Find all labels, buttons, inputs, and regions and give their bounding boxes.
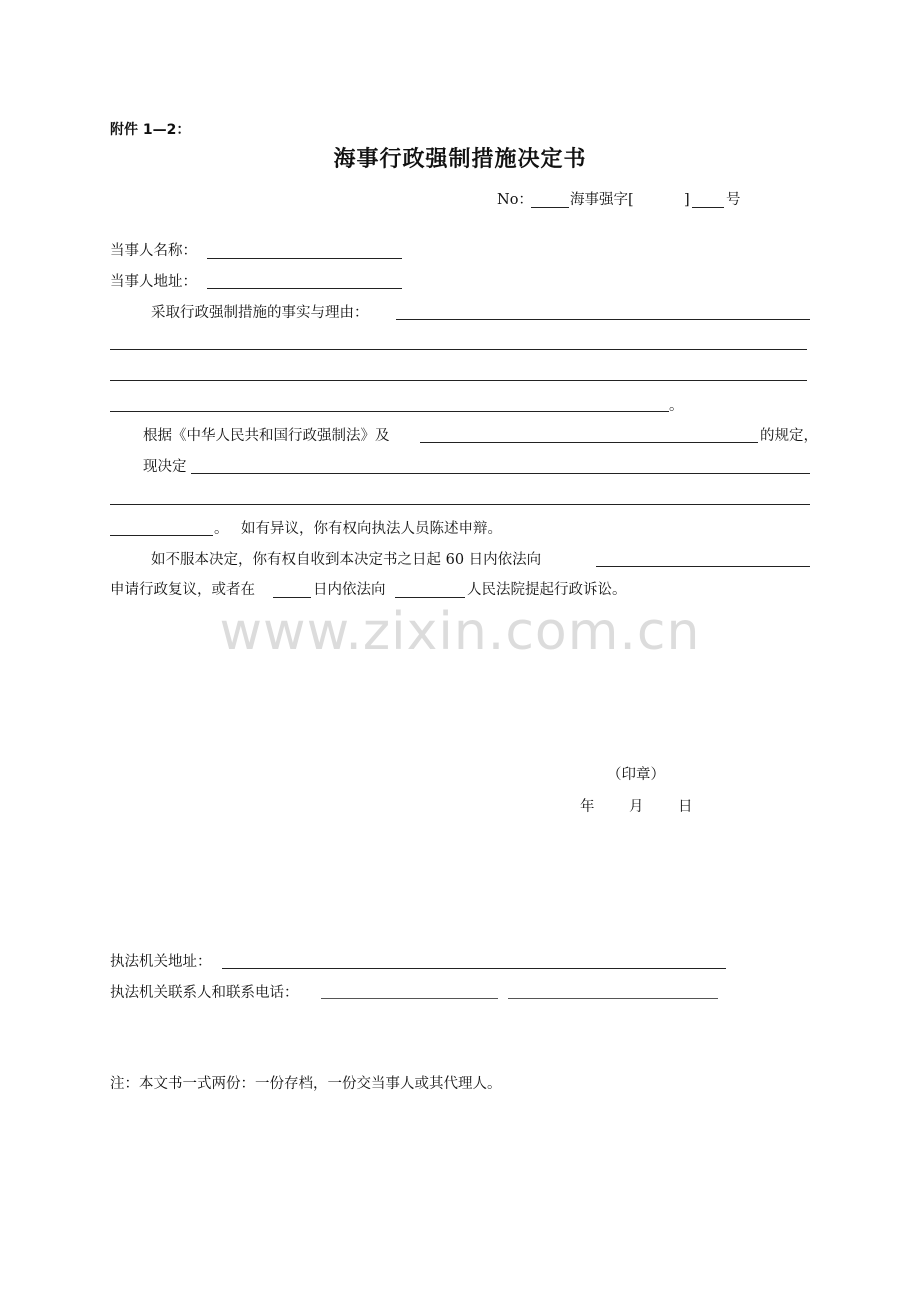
basis-prefix: 根据《中华人民共和国行政强制法》及 [143, 428, 390, 444]
appeal-review-authority-field[interactable] [596, 566, 810, 567]
appeal-line-2-suffix: 人民法院提起行政诉讼。 [467, 582, 627, 598]
decision-period: 。 [214, 521, 229, 537]
appeal-days-field[interactable] [273, 597, 311, 598]
appeal-line-2-prefix: 申请行政复议，或者在 [110, 582, 255, 598]
decision-label: 现决定 [143, 459, 187, 475]
facts-field-line-2[interactable] [110, 349, 807, 350]
date-month: 月 [629, 799, 644, 815]
party-address-label: 当事人地址： [110, 274, 197, 290]
agency-contact-label: 执法机关联系人和联系电话： [110, 985, 299, 1001]
appeal-court-field[interactable] [395, 597, 465, 598]
facts-period: 。 [669, 398, 684, 414]
party-name-field[interactable] [207, 258, 402, 259]
date-year: 年 [580, 799, 595, 815]
agency-contact-person-field[interactable] [321, 998, 498, 999]
appeal-line-2-mid: 日内依法向 [313, 582, 386, 598]
facts-label: 采取行政强制措施的事实与理由： [151, 305, 369, 321]
doc-number-prefix: No： [497, 192, 533, 208]
doc-number-mid: 海事强字[ [570, 192, 634, 208]
agency-address-field[interactable] [222, 968, 726, 969]
doc-number-suffix: 号 [726, 192, 741, 208]
date-day: 日 [678, 799, 693, 815]
footnote: 注：本文书一式两份：一份存档，一份交当事人或其代理人。 [110, 1076, 502, 1092]
attachment-label: 附件 1—2： [110, 122, 191, 138]
decision-field-line-2[interactable] [110, 504, 810, 505]
facts-field-line-3[interactable] [110, 380, 807, 381]
party-name-label: 当事人名称： [110, 243, 197, 259]
seal-label: （印章） [607, 767, 665, 783]
decision-field-line-1[interactable] [191, 473, 810, 474]
appeal-line-1: 如不服本决定，你有权自收到本决定书之日起 60 日内依法向 [151, 552, 542, 568]
agency-address-label: 执法机关地址： [110, 954, 212, 970]
facts-field-line-4[interactable] [110, 411, 669, 412]
basis-field[interactable] [420, 442, 758, 443]
facts-field-line-1[interactable] [396, 319, 810, 320]
decision-field-line-3[interactable] [110, 535, 213, 536]
objection-notice: 如有异议，你有权向执法人员陈述申辩。 [241, 521, 502, 537]
basis-suffix: 的规定， [760, 428, 818, 444]
document-title: 海事行政强制措施决定书 [333, 147, 587, 172]
watermark: www.zixin.com.cn [219, 602, 701, 662]
doc-number-agency-blank[interactable] [531, 207, 569, 208]
doc-number-bracket-close: ] [684, 192, 690, 208]
agency-contact-phone-field[interactable] [508, 998, 718, 999]
party-address-field[interactable] [207, 288, 402, 289]
doc-number-serial-blank[interactable] [692, 207, 724, 208]
